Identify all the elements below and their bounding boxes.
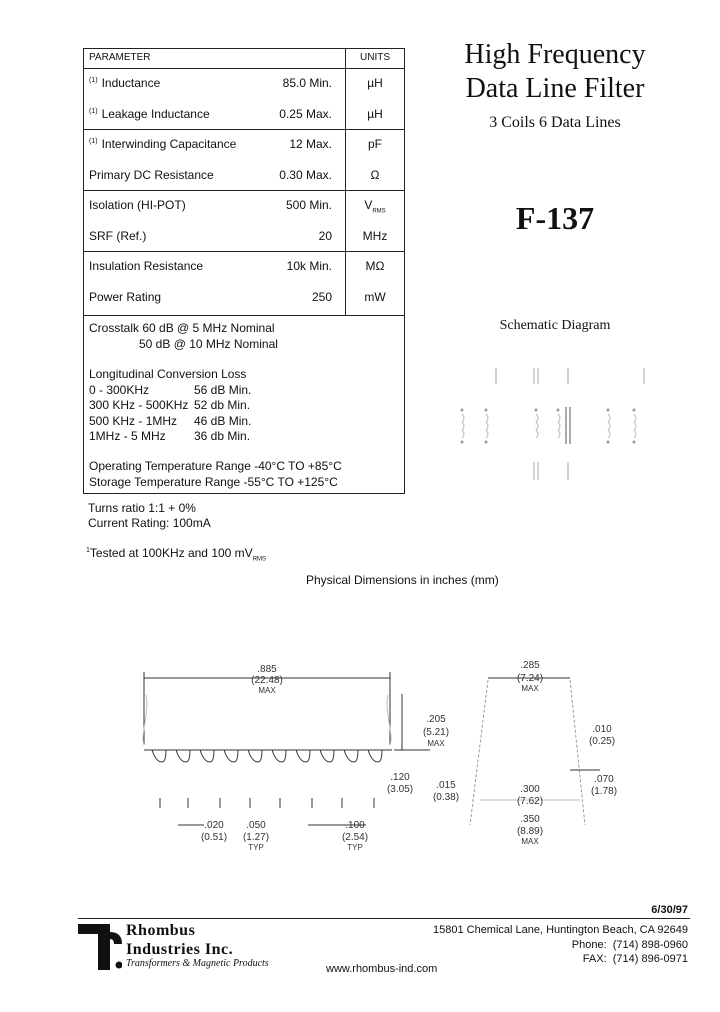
lead <box>296 750 310 762</box>
standoff-label: .120 <box>390 772 410 783</box>
row-spacing-mm-label: (7.62) <box>516 796 544 807</box>
lead-thickness-mm-label: (0.25) <box>588 736 616 747</box>
title-line1: High Frequency <box>464 39 646 70</box>
param-unit: mW <box>364 290 386 304</box>
length-tag: MAX <box>258 686 276 695</box>
lead <box>152 750 166 762</box>
notes <box>88 501 211 531</box>
table-header <box>84 52 404 72</box>
operating-temp: Operating Temperature Range -40°C TO +85°C <box>89 459 342 473</box>
coil-dot <box>535 409 538 412</box>
test-condition-note <box>86 546 266 562</box>
parameter-header: PARAMETER <box>89 52 151 63</box>
param-value: 10k Min. <box>286 259 332 273</box>
lead <box>200 750 214 762</box>
param-value: 85.0 Min. <box>282 76 332 90</box>
lead-length-label: .070 <box>594 774 614 785</box>
lcl-value: 36 db Min. <box>194 429 251 443</box>
temperature-block <box>89 459 342 490</box>
pitch-label: .050 <box>246 820 266 831</box>
footer-rule <box>78 918 690 919</box>
param-value: 20 <box>318 229 332 243</box>
fax-number: (714) 896-0971 <box>612 953 688 965</box>
lead-thickness-label: .010 <box>592 724 612 735</box>
table-row <box>84 137 404 157</box>
company-tagline: Transformers & Magnetic Products <box>126 958 269 969</box>
coil-dot <box>607 409 610 412</box>
param-unit: MΩ <box>365 259 385 273</box>
product-title <box>420 38 690 106</box>
param-name: Inductance <box>101 76 161 90</box>
company-name <box>126 921 233 959</box>
lead-diameter-mm-label: (0.51) <box>200 832 228 843</box>
side-body-edge <box>570 680 585 825</box>
height-label: .285 <box>520 660 540 671</box>
list-item <box>89 429 251 445</box>
row-spacing-label: .300 <box>520 784 540 795</box>
lcl-title: Longitudinal Conversion Loss <box>89 367 247 381</box>
height-mm-label: (7.24) <box>516 673 544 684</box>
lead <box>344 750 358 762</box>
table-row <box>84 107 404 127</box>
pitch-mm-label: (1.27) <box>242 832 270 843</box>
param-value: 12 Max. <box>289 137 332 151</box>
lead-width-mm-label: (0.38) <box>432 792 460 803</box>
phone-number: (714) 898-0960 <box>612 939 688 951</box>
company-fax <box>583 953 688 965</box>
lead-spacing-label: .350 <box>520 814 540 825</box>
table-row <box>84 290 404 310</box>
height-tag: MAX <box>521 684 539 693</box>
coil-dot <box>633 409 636 412</box>
coil-dot <box>485 409 488 412</box>
revision-date: 6/30/97 <box>651 904 688 916</box>
pitch-tag: TYP <box>248 843 264 852</box>
param-unit: µH <box>367 76 383 90</box>
footnote-marker: (1) <box>89 138 98 145</box>
company-address: 15801 Chemical Lane, Huntington Beach, CA 92649 <box>432 924 688 936</box>
coil-winding <box>462 414 464 438</box>
coil-dot <box>557 409 560 412</box>
lcl-range: 1MHz - 5 MHz <box>89 429 166 443</box>
company-name-line1: Rhombus <box>126 922 196 939</box>
crosstalk-block <box>89 321 278 352</box>
param-value: 0.30 Max. <box>279 168 332 182</box>
storage-temp: Storage Temperature Range -55°C TO +125°C <box>89 474 338 489</box>
tested-subscript: RMS <box>252 556 267 563</box>
param-value: 250 <box>311 290 332 304</box>
param-name: Leakage Inductance <box>101 107 210 121</box>
table-row <box>84 259 404 279</box>
units-header: UNITS <box>360 52 390 63</box>
table-row <box>84 76 404 96</box>
part-number: F-137 <box>515 200 595 236</box>
param-unit: pF <box>367 137 382 151</box>
table-row <box>84 198 404 218</box>
divider <box>84 129 404 130</box>
unit-subscript: RMS <box>372 208 386 215</box>
param-name: Primary DC Resistance <box>89 168 214 182</box>
lcl-value: 46 dB Min. <box>194 413 252 428</box>
current-rating: Current Rating: 100mA <box>88 516 211 530</box>
length-label: .885 <box>257 664 277 675</box>
coil-dot <box>461 409 464 412</box>
schematic-title: Schematic Diagram <box>499 318 611 333</box>
coil-winding <box>558 414 560 438</box>
footnote-marker: (1) <box>89 108 98 115</box>
param-unit: V <box>364 198 373 212</box>
lead <box>272 750 286 762</box>
lead <box>368 750 382 762</box>
schematic-diagram <box>448 362 658 492</box>
lead-width-label: .015 <box>436 780 456 791</box>
lcl-value: 56 dB Min. <box>194 382 252 397</box>
param-value: 500 Min. <box>285 198 332 212</box>
length-mm-label: (22.48) <box>251 675 283 686</box>
turns-ratio: Turns ratio 1:1 + 0% <box>88 501 196 515</box>
fax-label: FAX: <box>582 953 607 965</box>
rhombus-logo-icon <box>78 924 122 970</box>
standoff-mm-label: (3.05) <box>386 784 414 795</box>
company-name-line2: Industries Inc. <box>126 941 234 958</box>
coil-winding <box>608 414 610 438</box>
row-pitch-label: .100 <box>345 820 365 831</box>
param-name: Power Rating <box>89 290 162 304</box>
row-pitch-tag: TYP <box>347 843 363 852</box>
param-unit: MHz <box>362 229 388 243</box>
param-unit: Ω <box>370 168 380 182</box>
dimensions-title: Physical Dimensions in inches (mm) <box>306 573 499 587</box>
divider <box>84 68 404 69</box>
title-line2: Data Line Filter <box>465 73 645 104</box>
divider <box>84 251 404 252</box>
coil-dot <box>607 441 610 444</box>
lead <box>224 750 238 762</box>
body-height-label: .205 <box>426 714 446 725</box>
divider <box>84 315 404 316</box>
lead <box>248 750 262 762</box>
lcl-range: 300 KHz - 500KHz <box>89 398 189 412</box>
phone-label: Phone: <box>571 939 607 951</box>
list-item <box>89 398 251 414</box>
body-height-tag: MAX <box>427 739 445 748</box>
list-item <box>89 382 252 399</box>
crosstalk-line2: 50 dB @ 10 MHz Nominal <box>139 336 278 351</box>
lead <box>320 750 334 762</box>
param-unit: µH <box>367 107 383 121</box>
divider <box>84 190 404 191</box>
coil-winding <box>536 414 538 438</box>
lcl-range: 0 - 300KHz <box>89 382 150 397</box>
table-row <box>84 168 404 188</box>
tested-text: Tested at 100KHz and 100 mV <box>89 546 253 560</box>
list-item <box>89 413 252 430</box>
company-phone <box>572 939 688 951</box>
param-name: Insulation Resistance <box>89 259 204 273</box>
lead-length-mm-label: (1.78) <box>590 786 618 797</box>
footnote-marker: (1) <box>89 77 98 84</box>
row-pitch-mm-label: (2.54) <box>341 832 369 843</box>
footnote-marker: 1 <box>86 547 90 554</box>
lcl-block <box>89 367 252 445</box>
lead-spacing-mm-label: (8.89) <box>516 826 544 837</box>
dimension-drawing <box>130 650 650 860</box>
lead <box>176 750 190 762</box>
param-name: Isolation (HI-POT) <box>89 198 186 212</box>
product-subtitle: 3 Coils 6 Data Lines <box>489 114 621 131</box>
coil-winding <box>486 414 488 438</box>
crosstalk-line1: Crosstalk 60 dB @ 5 MHz Nominal <box>89 321 275 335</box>
table-row <box>84 229 404 249</box>
param-name: SRF (Ref.) <box>89 229 147 243</box>
coil-dot <box>461 441 464 444</box>
param-name: Interwinding Capacitance <box>101 137 237 151</box>
coil-dot <box>485 441 488 444</box>
spec-table <box>83 48 405 494</box>
coil-dot <box>633 441 636 444</box>
lead-diameter-label: .020 <box>204 820 224 831</box>
body-height-mm-label: (5.21) <box>422 727 450 738</box>
company-website[interactable]: www.rhombus-ind.com <box>326 963 438 975</box>
coil-winding <box>634 414 636 438</box>
lcl-range: 500 KHz - 1MHz <box>89 413 178 428</box>
side-body-edge <box>470 680 488 825</box>
lead-spacing-tag: MAX <box>521 837 539 846</box>
param-value: 0.25 Max. <box>279 107 332 121</box>
lcl-value: 52 db Min. <box>194 398 251 412</box>
